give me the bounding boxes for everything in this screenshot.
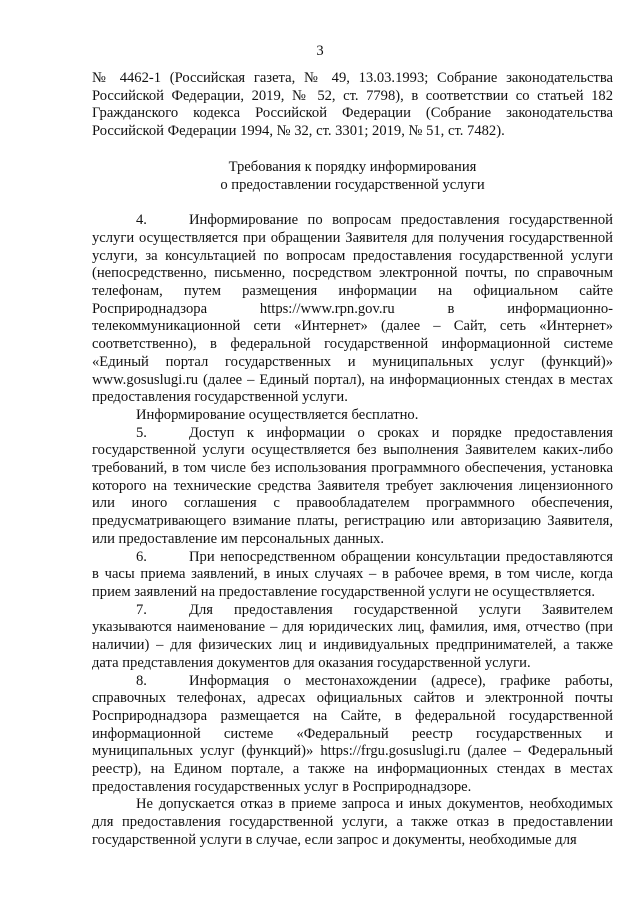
page-number: 3 bbox=[316, 43, 324, 59]
paragraph-number: 8. bbox=[136, 672, 147, 689]
paragraph-7 bbox=[92, 602, 613, 673]
document-body bbox=[92, 70, 613, 850]
heading-line-2: о предоставлении государственной услуги bbox=[220, 176, 485, 193]
paragraph-number: 5. bbox=[136, 424, 147, 441]
intro-paragraph: № 4462-1 (Российская газета, № 49, 13.03.1993; Собрание законодательства Российской Федерации, 2019, № 52, ст. 7798), в соответствии со статьей 182 Гражданского кодекса Российской Федерации (Собрание законодательства Российской Федерации 1994, № 32, ст. 3301; 2019, № 51, ст. 7482). bbox=[92, 70, 613, 140]
paragraph-refusal bbox=[92, 796, 613, 849]
paragraph-6 bbox=[92, 549, 613, 602]
paragraph-5 bbox=[92, 425, 613, 549]
paragraph-number: 6. bbox=[136, 548, 147, 565]
paragraph-text: Не допускается отказ в приеме запроса и иных документов, необходимых для предоставления государственной услуги, а также отказ в предоставлении государственной услуги в случае, если запрос и документы, необходимые для bbox=[92, 796, 613, 848]
paragraph-8 bbox=[92, 673, 613, 797]
section-heading bbox=[92, 159, 613, 194]
paragraph-text: Доступ к информации о сроках и порядке предоставления государственной услуги осуществляется без выполнения Заявителем каких-либо требований, в том числе без использования программного обеспечения, установка которого на технические средства Заявителя требует заключения лицензионного или иного соглашения с правообладателем программного обеспечения, предусматривающего взимание платы, регистрацию или авторизацию Заявителя, или предоставление им персональных данных. bbox=[92, 424, 613, 547]
paragraph-free-of-charge bbox=[92, 407, 613, 425]
paragraph-text: Информация о местонахождении (адресе), графике работы, справочных телефонах, адресах официальных сайтов и электронной почты Росприроднадзора размещается на Сайте, в федеральной государственной информационной системе «Федеральный реестр государственных и муниципальных услуг (функций)» https://frgu.gosuslugi.ru (далее – Федеральный реестр), на Едином портале, а также на информационных стендах в местах предоставления государственных услуг в Росприроднадзоре. bbox=[92, 672, 613, 795]
paragraph-text: При непосредственном обращении консультации предоставляются в часы приема заявлений, в иных случаях – в рабочее время, в том числе, когда прием заявлений на предоставление государственной услуги не осуществляется. bbox=[92, 548, 613, 600]
paragraph-number: 4. bbox=[136, 212, 147, 229]
paragraph-text: Информирование по вопросам предоставления государственной услуги осуществляется при обращении Заявителя для получения государственной услуги, за консультацией по вопросам предоставления государственной услуги (непосредственно, письменно, посредством электронной почты, по справочным телефонам, путем размещения информации на официальном сайте Росприроднадзора https://www.rpn.gov.ru в информационно-телекоммуникационной сети «Интернет» (далее – Сайт, сеть «Интернет» соответственно), в федеральной государственной информационной системе «Единый портал государственных и муниципальных услуг (функций)» www.gosuslugi.ru (далее – Единый портал), на информационных стендах в местах предоставления государственной услуги. bbox=[92, 212, 613, 406]
paragraph-number: 7. bbox=[136, 601, 147, 618]
paragraph-text: Информирование осуществляется бесплатно. bbox=[136, 406, 419, 423]
paragraph-text: Для предоставления государственной услуги Заявителем указываются наименование – для юридических лиц, фамилия, имя, отчество (при наличии) – для физических лиц и индивидуальных предпринимателей, а также дата представления документов для оказания государственной услуги. bbox=[92, 601, 613, 671]
paragraph-4 bbox=[92, 212, 613, 407]
heading-line-1: Требования к порядку информирования bbox=[228, 158, 477, 175]
